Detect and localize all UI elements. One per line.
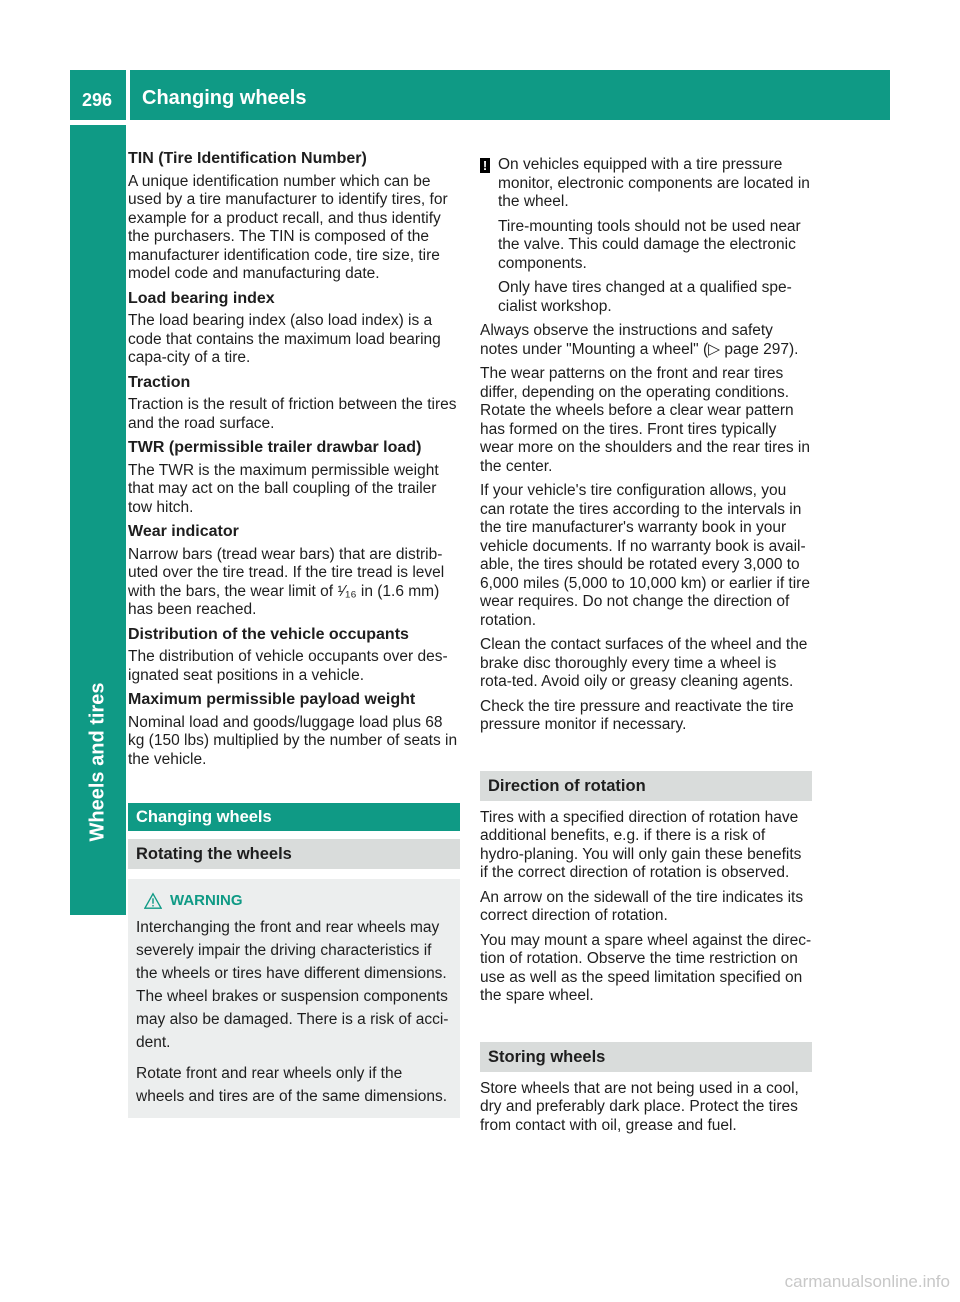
warning-label: WARNING [170,892,243,909]
heading-traction: Traction [128,373,191,391]
page-number: 296 [70,70,126,120]
note-text-2: Tire-mounting tools should not be used near the valve. This could damage the electronic components. [498,217,801,272]
text-direction-3: You may mount a spare wheel against the direc-tion of rotation. Observe the time restriction on use as well as the speed limitation specified on the spare wheel. [480,931,812,1004]
text-observe [480,322,812,359]
text-clean-surfaces: Clean the contact surfaces of the wheel and the brake disc thoroughly every time a wheel is rota-ted. Avoid oily or greasy cleaning agents. [480,636,808,690]
text-direction-1: Tires with a specified direction of rotation have additional benefits, e.g. if there is a risk of hydro-planing. You will only gain these benefits if the correct direction of rotation is observed. [480,808,802,881]
text-wear-b: in (1.6 mm) has been reached. [128,582,440,618]
text-traction: Traction is the result of friction between the tires and the road surface. [128,396,457,432]
warning-text-1: Interchanging the front and rear wheels may severely impair the driving characteristics if the wheels or tires have different dimensions. The wheel brakes or suspension components may also be damaged. There is a risk of acci-dent. [136,919,449,1051]
page-title: Changing wheels [130,70,890,120]
section-bar-changing-wheels: Changing wheels [128,803,460,831]
text-wear-a: Narrow bars (tread wear bars) that are distrib-uted over the tire tread. If the tire tread is level with the bars, the wear limit of [128,545,445,600]
text-twr: The TWR is the maximum permissible weight that may act on the ball coupling of the trailer tow hitch. [128,461,439,516]
text-load-bearing: The load bearing index (also load index) is a code that contains the maximum load bearing capa-city of a tire. [128,312,441,366]
wear-fraction: ¹⁄₁₆ [337,582,357,600]
heading-wear-indicator: Wear indicator [128,523,239,540]
text-wear-indicator [128,546,460,620]
footer-watermark: carmanualsonline.info [784,1272,950,1291]
page-ref-arrow-icon: ▷ [708,340,721,358]
note-text-3: Only have tires changed at a qualified spe-cialist workshop. [498,279,792,315]
warning-text-2: Rotate front and rear wheels only if the wheels and tires are of the same dimensions. [136,1065,448,1105]
heading-distribution: Distribution of the vehicle occupants [128,625,409,643]
heading-twr: TWR (permissible trailer drawbar load) [128,439,422,456]
note-text-1: On vehicles equipped with a tire pressure monitor, electronic components are located in the wheel. [498,156,810,210]
exclamation-icon: ! [480,158,490,173]
text-tin: A unique identification number which can be used by a tire manufacturer to identify tires, for example for a product recall, and thus identify the purchasers. The TIN is composed of the manufacturer identification code, tire size, tire model code and manufacturing date. [128,172,448,282]
side-tab-label: Wheels and tires [86,682,109,842]
right-column [480,156,812,1141]
subsection-bar-storing: Storing wheels [480,1042,812,1072]
text-wear-patterns: The wear patterns on the front and rear tires differ, depending on the operating conditions. Rotate the wheels before a clear wear pattern has formed on the tires. Front tires typically wear more on the shoulders and the rear tires in the center. [480,365,810,475]
warning-box [128,879,460,1118]
heading-payload: Maximum permissible payload weight [128,691,416,708]
heading-load-bearing: Load bearing index [128,289,275,307]
subsection-bar-rotating: Rotating the wheels [128,839,460,869]
heading-tin: TIN (Tire Identification Number) [128,150,367,167]
text-storing: Store wheels that are not being used in a cool, dry and preferably dark place. Protect the tires from contact with oil, grease and fuel. [480,1079,799,1134]
text-distribution: The distribution of vehicle occupants over des-ignated seat positions in a vehicle. [128,648,448,684]
text-observe-b: page 297). [720,340,799,358]
text-tire-configuration: If your vehicle's tire configuration allows, you can rotate the tires according to the intervals in the tire manufacturer's warranty book in your vehicle documents. If no warranty book is avail-able, the tires should be rotated every 3,000 to 6,000 miles (5,000 to 10,000 km) or earlier if tire wear requires. Do not change the direction of rotation. [480,482,810,629]
note-block [480,156,812,316]
text-check-pressure: Check the tire pressure and reactivate the tire pressure monitor if necessary. [480,697,794,733]
warning-triangle-icon [144,892,162,910]
subsection-bar-direction: Direction of rotation [480,771,812,801]
text-direction-2: An arrow on the sidewall of the tire indicates its correct direction of rotation. [480,888,804,924]
text-observe-a: Always observe the instructions and safety notes under "Mounting a wheel" ( [480,322,773,358]
text-payload: Nominal load and goods/luggage load plus 68 kg (150 lbs) multiplied by the number of seats in the vehicle. [128,713,458,768]
left-column [128,150,460,1118]
warning-header [136,889,452,912]
